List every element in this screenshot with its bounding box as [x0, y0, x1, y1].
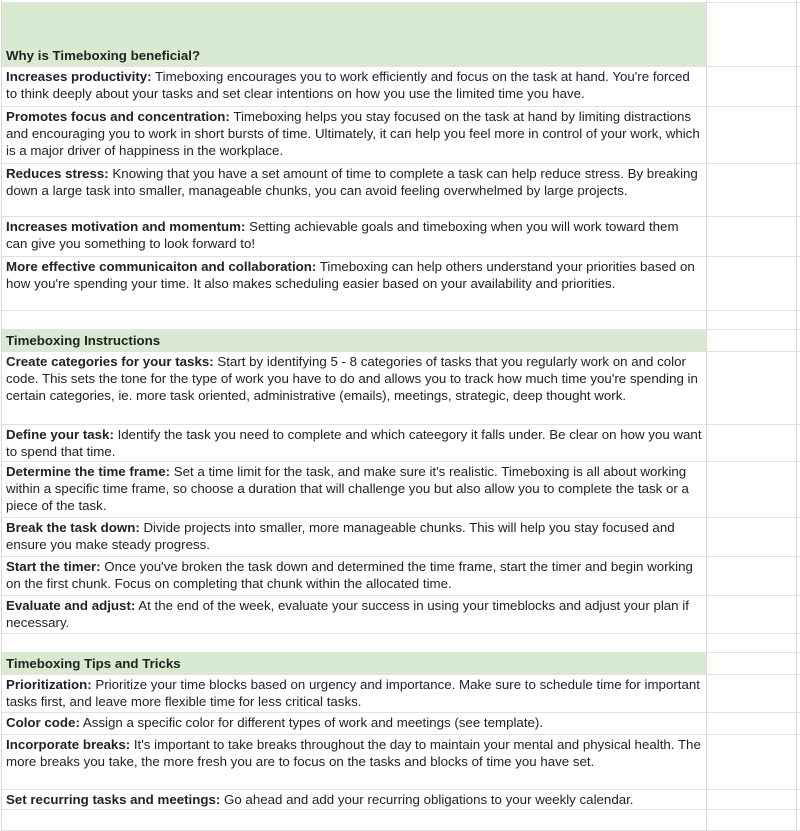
- section-title-text: Timeboxing Instructions: [6, 333, 161, 348]
- item-text: Divide projects into smaller, more manageable chunks. This will help you stay focused and ensure you make steady progress.: [6, 520, 675, 552]
- list-item[interactable]: [0, 462, 800, 518]
- item-label: Promotes focus and concentration:: [6, 109, 230, 124]
- item-text: Setting achievable goals and timeboxing when you will work toward them can give you something to look forward to!: [6, 219, 679, 251]
- empty-row[interactable]: [0, 311, 800, 330]
- cell-c[interactable]: [707, 107, 797, 164]
- item-label: Increases productivity:: [6, 69, 152, 84]
- cell-c[interactable]: [707, 217, 797, 257]
- section-title[interactable]: [2, 653, 707, 675]
- list-item[interactable]: [0, 425, 800, 462]
- cell-c[interactable]: [707, 810, 797, 831]
- cell-c[interactable]: [707, 311, 797, 330]
- item-cell[interactable]: [2, 518, 707, 557]
- cell-b[interactable]: [2, 311, 707, 330]
- cell-c[interactable]: [707, 557, 797, 596]
- list-item[interactable]: [0, 352, 800, 425]
- cell-c[interactable]: [707, 257, 797, 311]
- item-text: Prioritize your time blocks based on urgency and importance. Make sure to schedule time for important tasks first, and leave more flexible time for less critical tasks.: [6, 677, 700, 709]
- item-cell[interactable]: [2, 257, 707, 311]
- item-cell[interactable]: [2, 107, 707, 164]
- section-title-text: Timeboxing Tips and Tricks: [6, 656, 181, 671]
- list-item[interactable]: [0, 164, 800, 217]
- item-cell[interactable]: [2, 596, 707, 634]
- item-text: Timeboxing can help others understand your priorities based on how you're spending your time. It also makes scheduling easier based on your availability and priorities.: [6, 259, 695, 291]
- item-cell[interactable]: [2, 713, 707, 735]
- item-label: Evaluate and adjust:: [6, 598, 136, 613]
- item-text: Knowing that you have a set amount of time to complete a task can help reduce stress. By breaking down a large task into smaller, manageable chunks, you can avoid feeling overwhelmed by large projects.: [6, 166, 698, 198]
- list-item[interactable]: [0, 518, 800, 557]
- item-text: It's important to take breaks throughout the day to maintain your mental and physical health. The more breaks you take, the more fresh you are to focus on the tasks and blocks of time you have set.: [6, 737, 701, 769]
- item-cell[interactable]: [2, 735, 707, 790]
- item-label: Set recurring tasks and meetings:: [6, 792, 221, 807]
- item-label: Prioritization:: [6, 677, 92, 692]
- item-text: Set a time limit for the task, and make sure it's realistic. Timeboxing is all about working within a specific time frame, so choose a duration that will challenge you but also allow you to complete the task or a piece of the task.: [6, 464, 689, 513]
- item-label: Color code:: [6, 715, 80, 730]
- item-text: Once you've broken the task down and determined the time frame, start the timer and begin working on the first chunk. Focus on completing that chunk within the allocated time.: [6, 559, 693, 591]
- item-label: Create categories for your tasks:: [6, 354, 214, 369]
- cell-c[interactable]: [707, 518, 797, 557]
- cell-c[interactable]: [707, 713, 797, 735]
- cell-c[interactable]: [707, 675, 797, 713]
- item-label: Start the timer:: [6, 559, 101, 574]
- cell-c[interactable]: [707, 425, 797, 462]
- item-cell[interactable]: [2, 425, 707, 462]
- item-cell[interactable]: [2, 462, 707, 518]
- item-label: Incorporate breaks:: [6, 737, 131, 752]
- item-text: Identify the task you need to complete and which cateegory it falls under. Be clear on how you want to spend that time.: [6, 427, 702, 459]
- list-item[interactable]: [0, 557, 800, 596]
- cell-c[interactable]: [707, 653, 797, 675]
- cell-b[interactable]: [2, 810, 707, 831]
- cell-c[interactable]: [707, 462, 797, 518]
- item-label: Reduces stress:: [6, 166, 109, 181]
- list-item[interactable]: [0, 107, 800, 164]
- empty-row[interactable]: [0, 810, 800, 831]
- item-cell[interactable]: [2, 352, 707, 425]
- section-header-row[interactable]: [0, 653, 800, 675]
- item-label: Define your task:: [6, 427, 114, 442]
- list-item[interactable]: [0, 713, 800, 735]
- item-cell[interactable]: [2, 790, 707, 810]
- list-item[interactable]: [0, 790, 800, 810]
- cell-c[interactable]: [707, 790, 797, 810]
- item-label: More effective communicaiton and collaboration:: [6, 259, 317, 274]
- cell-c[interactable]: [707, 352, 797, 425]
- item-text: Start by identifying 5 - 8 categories of tasks that you regularly work on and color code. This sets the tone for the type of work you have to do and allows you to track how much time you're spending in certain categories, ie. more task oriented, administrative (emails), meetings, strategic, deep thought work.: [6, 354, 698, 403]
- list-item[interactable]: [0, 67, 800, 107]
- cell-c[interactable]: [707, 164, 797, 217]
- cell-c[interactable]: [707, 634, 797, 653]
- item-cell[interactable]: [2, 67, 707, 107]
- item-cell[interactable]: [2, 557, 707, 596]
- list-item[interactable]: [0, 596, 800, 634]
- item-cell[interactable]: [2, 675, 707, 713]
- item-label: Determine the time frame:: [6, 464, 171, 479]
- cell-c[interactable]: [707, 596, 797, 634]
- item-label: Increases motivation and momentum:: [6, 219, 246, 234]
- section-header-row[interactable]: [0, 3, 800, 67]
- item-text: Timeboxing helps you stay focused on the task at hand by limiting distractions and encouraging you to work in short bursts of time. Ultimately, it can help you feel more in control of your work, which is a major driver of happiness in the workplace.: [6, 109, 700, 158]
- section-header-row[interactable]: [0, 330, 800, 352]
- cell-c[interactable]: [707, 3, 797, 67]
- item-text: At the end of the week, evaluate your success in using your timeblocks and adjust your plan if necessary.: [6, 598, 689, 630]
- section-title[interactable]: [2, 3, 707, 67]
- cell-c[interactable]: [707, 330, 797, 352]
- list-item[interactable]: [0, 257, 800, 311]
- list-item[interactable]: [0, 217, 800, 257]
- section-title[interactable]: [2, 330, 707, 352]
- cell-b[interactable]: [2, 634, 707, 653]
- list-item[interactable]: [0, 675, 800, 713]
- item-text: Timeboxing encourages you to work efficiently and focus on the task at hand. You're forced to think deeply about your tasks and set clear intentions on how you use the limited time you have.: [6, 69, 690, 101]
- item-label: Break the task down:: [6, 520, 140, 535]
- item-cell[interactable]: [2, 217, 707, 257]
- empty-row[interactable]: [0, 634, 800, 653]
- item-cell[interactable]: [2, 164, 707, 217]
- cell-c[interactable]: [707, 67, 797, 107]
- list-item[interactable]: [0, 735, 800, 790]
- item-text: Go ahead and add your recurring obligations to your weekly calendar.: [220, 792, 634, 807]
- section-title-text: Why is Timeboxing beneficial?: [6, 48, 201, 63]
- item-text: Assign a specific color for different types of work and meetings (see template).: [79, 715, 544, 730]
- cell-c[interactable]: [707, 735, 797, 790]
